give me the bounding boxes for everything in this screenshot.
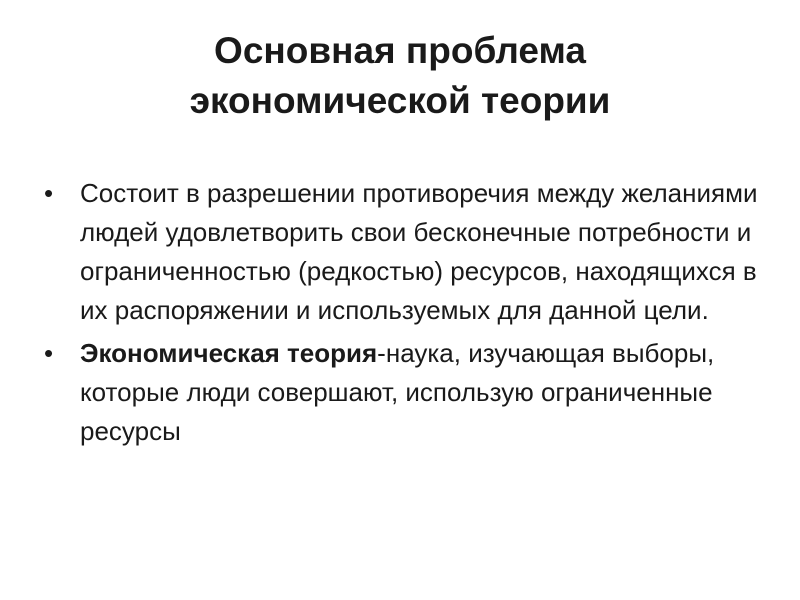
bullet-item-2 — [44, 334, 774, 451]
title-line-1: Основная проблема — [214, 30, 586, 71]
bullet-marker: • — [44, 338, 54, 368]
bullet-list — [44, 174, 774, 455]
bullet-1-text: Состоит в разрешении противоречия между желаниями людей удовлетворить свои бесконечные потребности и ограниченностью (редкостью) ресурсов, находящихся в их распоряжении и используемых для данной цели. — [80, 178, 758, 325]
slide-title — [0, 26, 800, 126]
bullet-item-1 — [44, 174, 774, 330]
title-line-2: экономической теории — [189, 80, 611, 121]
bullet-2-term: Экономическая теория — [80, 338, 378, 368]
bullet-marker: • — [44, 178, 54, 208]
bullet-2-text: -наука, изучающая выборы, которые люди совершают, использую ограниченные ресурсы — [80, 338, 715, 446]
